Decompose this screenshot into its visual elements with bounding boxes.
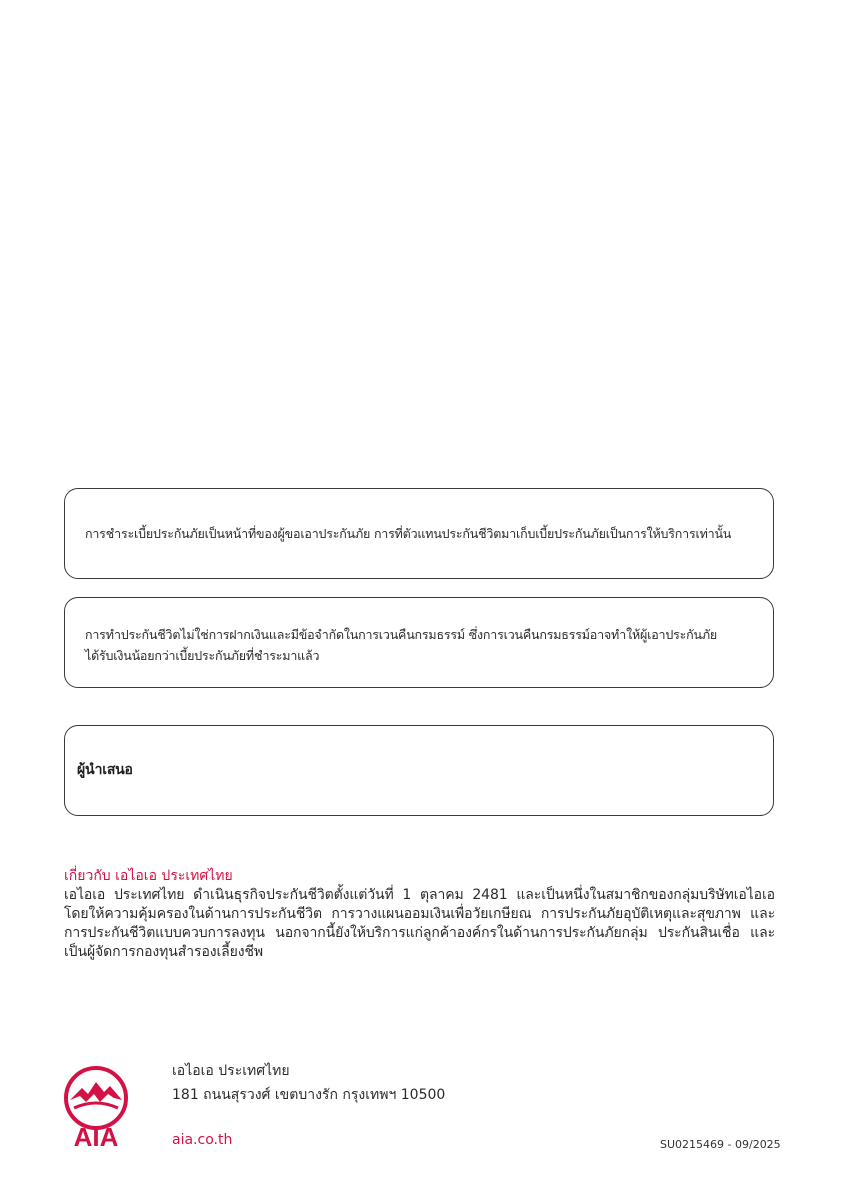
- premium-notice-box: [64, 488, 774, 579]
- document-code: SU0215469 - 09/2025: [660, 1138, 781, 1151]
- footer-address: 181 ถนนสุรวงศ์ เขตบางรัก กรุงเทพฯ 10500: [172, 1087, 446, 1103]
- about-title: เกี่ยวกับ เอไอเอ ประเทศไทย: [64, 868, 233, 884]
- savings-notice-text: [85, 624, 753, 666]
- premium-notice-text: การชำระเบี้ยประกันภัยเป็นหน้าที่ของผู้ขอเอาประกันภัย การที่ตัวแทนประกันชีวิตมาเก็บเบี้ยประกันภัยเป็นการให้บริการเท่านั้น: [85, 526, 732, 541]
- savings-notice-box: [64, 597, 774, 688]
- aia-logo: [60, 1058, 132, 1150]
- savings-notice-line2: ได้รับเงินน้อยกว่าเบี้ยประกันภัยที่ชำระมาแล้ว: [85, 648, 320, 663]
- footer-company: เอไอเอ ประเทศไทย: [172, 1063, 290, 1079]
- presenter-label: ผู้นำเสนอ: [77, 762, 133, 778]
- about-body: เอไอเอ ประเทศไทย ดำเนินธุรกิจประกันชีวิตตั้งแต่วันที่ 1 ตุลาคม 2481 และเป็นหนึ่งในสมาชิกของกลุ่มบริษัทเอไอเอ โดยให้ความคุ้มครองในด้านการประกันชีวิต การวางแผนออมเงินเพื่อวัยเกษียณ การประกันภัยอุบัติเหตุและสุขภาพ และการประกันชีวิตแบบควบการลงทุน นอกจากนี้ยังให้บริการแก่ลูกค้าองค์กรในด้านการประกันภัยกลุ่ม ประกันสินเชื่อ และเป็นผู้จัดการกองทุนสำรองเลี้ยงชีพ: [64, 887, 775, 960]
- savings-notice-line1: การทำประกันชีวิตไม่ใช่การฝากเงินและมีข้อจำกัดในการเวนคืนกรมธรรม์ ซึ่งการเวนคืนกรมธรรม์อาจทำให้ผู้เอาประกันภัย: [85, 627, 718, 642]
- presenter-box: [64, 725, 774, 816]
- about-section: [64, 866, 775, 962]
- logo-text: AIA: [73, 1122, 119, 1150]
- website-link[interactable]: aia.co.th: [172, 1132, 233, 1148]
